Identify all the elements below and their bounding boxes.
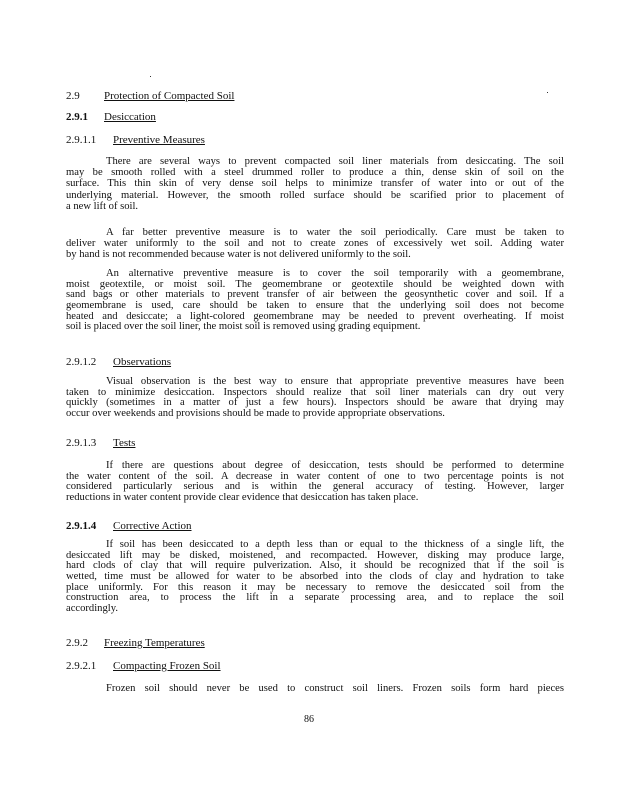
- text-line: If there are questions about degree of desiccation, tests should be performed to determine: [106, 460, 564, 471]
- text-line: wetted, time must be allowed for water to be absorbed into the clods of clay and hydration to take: [66, 571, 564, 583]
- section-heading: [66, 111, 564, 123]
- text-line: may be smooth rolled with a steel drummed roller to produce a thin, dense skin of soil on the: [66, 167, 564, 179]
- section-title: Compacting Frozen Soil: [113, 660, 221, 672]
- body-paragraph: [66, 461, 564, 504]
- section-heading: [66, 520, 564, 532]
- text-line: Visual observation is the best way to ensure that appropriate preventive measures have been: [106, 376, 564, 387]
- text-line: A far better preventive measure is to water the soil periodically. Care must be taken to: [106, 227, 564, 238]
- section-heading: [66, 437, 564, 449]
- scan-speck: [547, 92, 548, 93]
- section-title: Preventive Measures: [113, 134, 205, 146]
- section-title: Desiccation: [104, 111, 156, 123]
- text-line: If soil has been desiccated to a depth less than or equal to the thickness of a single lift, the: [106, 539, 564, 550]
- page-number: 86: [304, 714, 314, 725]
- section-number: 2.9.2.1: [66, 660, 97, 672]
- section-title: Observations: [113, 356, 172, 368]
- section-title: Protection of Compacted Soil: [104, 90, 235, 102]
- body-paragraph: [66, 540, 564, 615]
- text-line: There are several ways to prevent compacted soil liner materials from desiccating. The soil: [106, 156, 564, 167]
- text-line: moist geotextile, or moist soil. The geomembrane or geotextile should be weighted down with: [66, 278, 564, 290]
- text-line: taken to minimize desiccation. Inspectors should realize that soil liner materials can dry out very: [66, 386, 564, 398]
- text-line: underlying material. However, the smooth rolled surface should be scarified prior to placement of: [66, 189, 564, 201]
- text-line: soil is placed over the soil liner, the moist soil is removed using grading equipment.: [66, 321, 421, 333]
- text-line: heated and desiccate; a light-colored geomembrane may be needed to prevent overheating. If moist: [66, 310, 564, 322]
- section-number: 2.9.1.1: [66, 134, 97, 146]
- section-title: Corrective Action: [113, 520, 192, 532]
- section-heading: [66, 637, 564, 649]
- section-number: 2.9.2: [66, 637, 88, 649]
- text-line: deliver water uniformly to the soil and not to create zones of excessively wet soil. Adding water: [66, 238, 564, 250]
- section-number: 2.9.1.4: [66, 520, 97, 532]
- section-title: Freezing Temperatures: [104, 637, 205, 649]
- section-number: 2.9: [66, 90, 80, 102]
- text-line: desiccated lift may be disked, moistened, and recompacted. However, disking may produce large,: [66, 549, 564, 561]
- text-line: An alternative preventive measure is to cover the soil temporarily with a geomembrane,: [106, 268, 564, 279]
- text-line: quickly (sometimes in a matter of just a few hours). Inspectors should be aware that drying may: [66, 397, 564, 409]
- section-title: Tests: [113, 437, 136, 449]
- body-paragraph: [66, 227, 564, 261]
- section-number: 2.9.1.2: [66, 356, 97, 368]
- section-number: 2.9.1.3: [66, 437, 97, 449]
- section-heading: [66, 90, 564, 102]
- text-line: construction area, to process the lift in a separate processing area, and to replace the soil: [66, 592, 564, 604]
- scan-speck: [150, 76, 151, 77]
- text-line: place uniformly. For this reason it may be necessary to remove the desiccated soil from the: [66, 581, 564, 593]
- section-heading: [66, 134, 564, 146]
- text-line: reductions in water content provide clear evidence that desiccation has taken place.: [66, 492, 419, 504]
- text-line: hard clods of clay that will require pulverization. Also, it should be recognized that if the soil is: [66, 560, 564, 572]
- text-line: surface. This thin skin of very dense soil helps to minimize transfer of water into or out of the: [66, 178, 564, 190]
- section-heading: [66, 356, 564, 368]
- text-line: a new lift of soil.: [66, 200, 139, 212]
- body-paragraph: [66, 269, 564, 333]
- text-line: Frozen soil should never be used to construct soil liners. Frozen soils form hard pieces: [106, 683, 564, 694]
- text-line: sand bags or other materials to prevent transfer of air between the geosynthetic cover and soil. If a: [66, 289, 564, 301]
- section-heading: [66, 660, 564, 672]
- section-number: 2.9.1: [66, 111, 88, 123]
- text-line: occur over weekends and provisions should be made to provide appropriate observations.: [66, 408, 445, 420]
- text-line: geomembrane is used, care should be taken to ensure that the underlying soil does not become: [66, 300, 564, 312]
- text-line: by hand is not recommended because water is not delivered uniformly to the soil.: [66, 249, 411, 261]
- text-line: the water content of the soil. A decrease in water content of one to two percentage points is not: [66, 470, 564, 482]
- text-line: considered particularly serious and is within the general accuracy of testing. However, larger: [66, 481, 564, 493]
- text-line: accordingly.: [66, 603, 118, 615]
- body-paragraph: [66, 377, 564, 420]
- body-paragraph: [66, 684, 564, 695]
- body-paragraph: [66, 156, 564, 212]
